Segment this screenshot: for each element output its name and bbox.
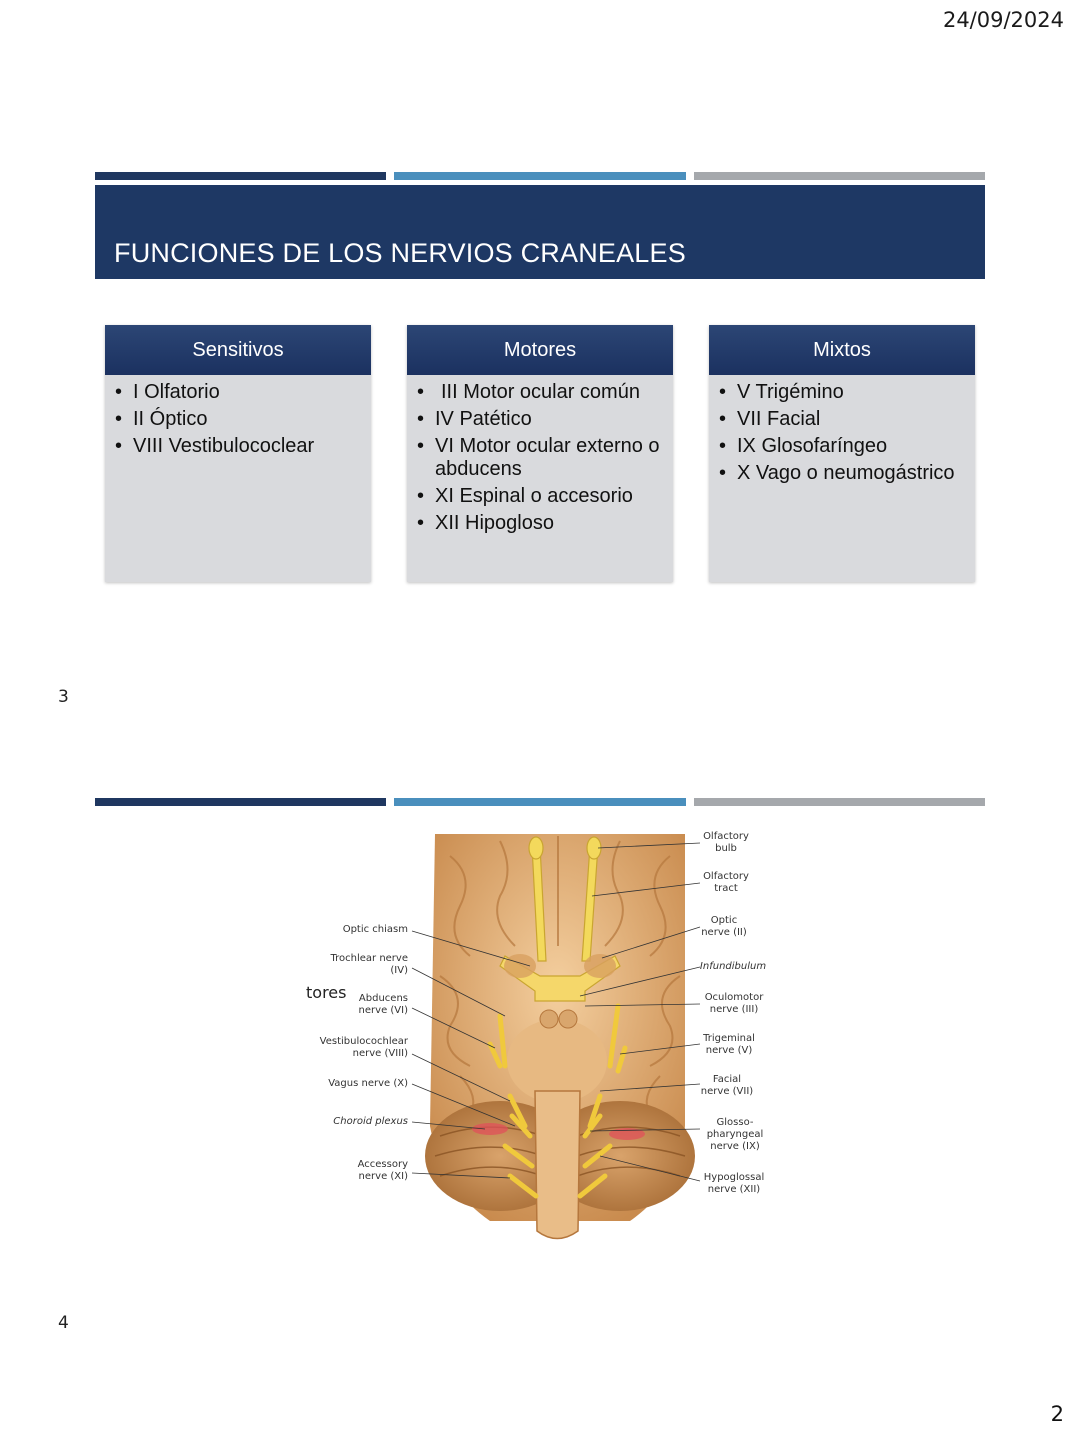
accent-bar-navy: [95, 172, 386, 180]
accent-bar-navy: [95, 798, 386, 806]
label-infundibulum: Infundibulum: [699, 961, 767, 972]
nerve-list: [709, 381, 975, 485]
slide-number: 3: [58, 687, 69, 707]
date-stamp: 24/09/2024: [942, 8, 1064, 32]
label-vagus-nerve: Vagus nerve (X): [328, 1078, 408, 1089]
column-mixtos: [709, 325, 975, 582]
label-oculomotor-nerve: Oculomotor nerve (III): [704, 992, 764, 1015]
accent-bar-gray: [694, 172, 985, 180]
column-heading: Mixtos: [709, 325, 975, 375]
nerve-list: [105, 381, 371, 458]
list-item: • XI Espinal o accesorio: [435, 485, 673, 508]
column-sensitivos: [105, 325, 371, 582]
column-heading: Sensitivos: [105, 325, 371, 375]
list-item: • V Trigémino: [737, 381, 975, 404]
accent-bar-blue: [394, 798, 685, 806]
text-fragment: tores: [306, 983, 347, 1002]
column-heading: Motores: [407, 325, 673, 375]
list-item: • XII Hipogloso: [435, 512, 673, 535]
slide-number: 4: [58, 1313, 69, 1333]
label-trigeminal-nerve: Trigeminal nerve (V): [703, 1033, 755, 1056]
list-item: • IX Glosofaríngeo: [737, 435, 975, 458]
list-item: • I Olfatorio: [133, 381, 371, 404]
list-item: • VI Motor ocular externo o abducens: [435, 435, 673, 481]
slide-3-title-box: [95, 185, 985, 279]
label-glossopharyngeal-nerve: Glosso-pharyngeal nerve (IX): [706, 1117, 764, 1152]
slide-4-accent-bars: [95, 798, 985, 806]
accent-bar-blue: [394, 172, 685, 180]
label-olfactory-bulb: Olfactory bulb: [703, 831, 749, 854]
slide-title: FUNCIONES DE LOS NERVIOS CRANEALES: [114, 238, 686, 268]
label-vestibulocochlear-nerve: Vestibulocochlear nerve (VIII): [319, 1036, 408, 1059]
list-item: • IV Patético: [435, 408, 673, 431]
label-hypoglossal-nerve: Hypoglossal nerve (XII): [703, 1172, 765, 1195]
label-abducens-nerve: Abducens nerve (VI): [358, 993, 408, 1016]
label-trochlear-nerve: Trochlear nerve (IV): [330, 953, 408, 976]
accent-bar-gray: [694, 798, 985, 806]
list-item: • II Óptico: [133, 408, 371, 431]
slide-3-accent-bars: [95, 172, 985, 180]
list-item: • X Vago o neumogástrico: [737, 462, 975, 485]
label-choroid-plexus: Choroid plexus: [333, 1116, 408, 1127]
label-facial-nerve: Facial nerve (VII): [700, 1074, 754, 1097]
nerve-list: [407, 381, 673, 535]
label-accessory-nerve: Accessory nerve (XI): [357, 1159, 408, 1182]
list-item: • VIII Vestibulococlear: [133, 435, 371, 458]
label-optic-chiasm: Optic chiasm: [342, 924, 408, 935]
list-item: • III Motor ocular común: [435, 381, 673, 404]
brain-base-illustration: [300, 826, 780, 1252]
label-olfactory-tract: Olfactory tract: [703, 871, 749, 894]
label-optic-nerve: Optic nerve (II): [701, 915, 747, 938]
page-number: 2: [1050, 1402, 1064, 1426]
list-item: • VII Facial: [737, 408, 975, 431]
column-motores: [407, 325, 673, 582]
